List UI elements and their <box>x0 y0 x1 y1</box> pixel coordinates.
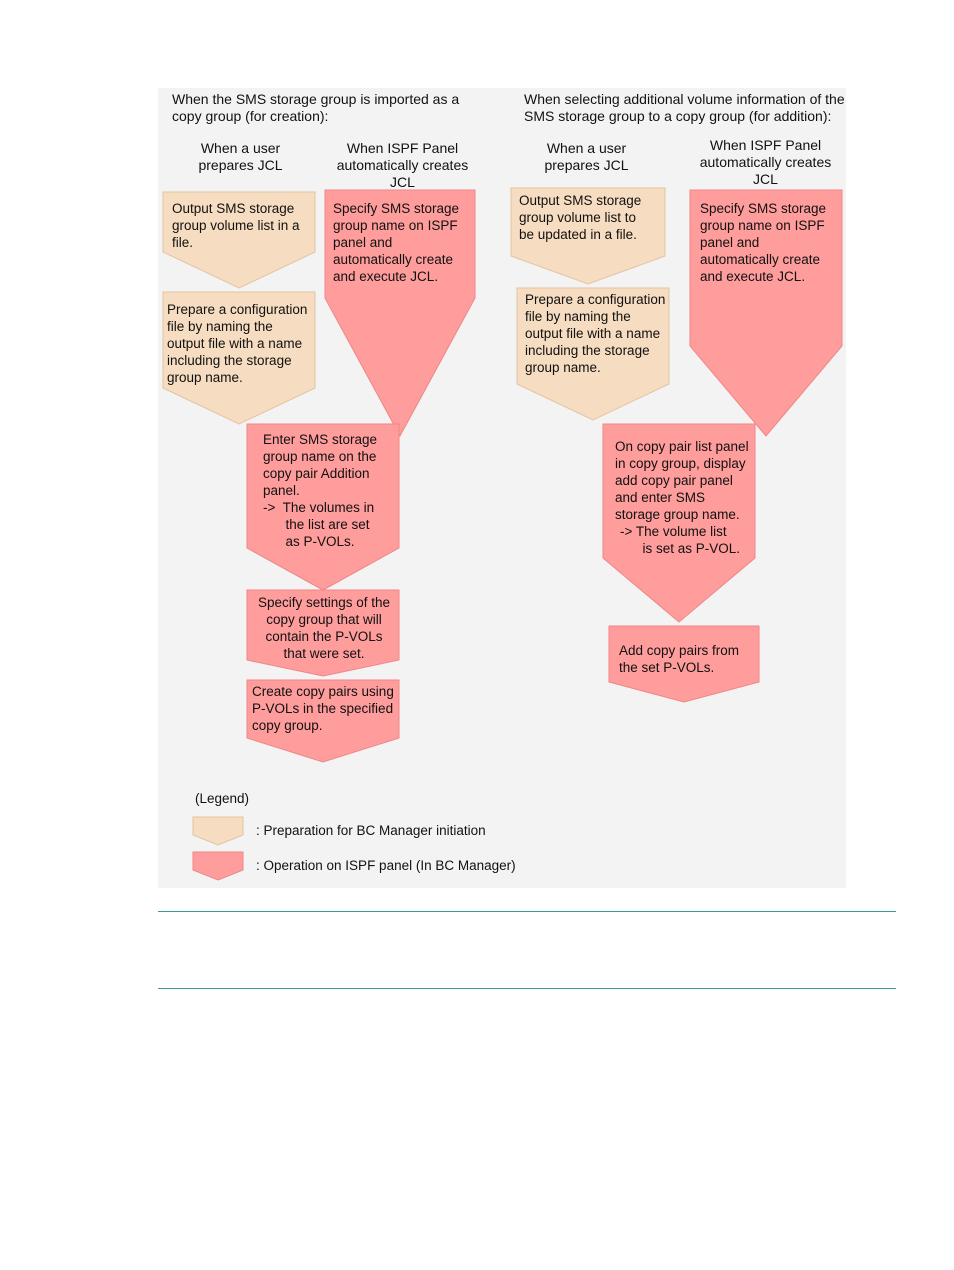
legend-operation-swatch <box>193 852 243 880</box>
right-ispf-step-text: Specify SMS storage group name on ISPF panel and automatically create and execute JCL. <box>700 201 827 284</box>
legend-operation-label: : Operation on ISPF panel (In BC Manager) <box>256 858 516 873</box>
right-user-column-heading: When a user prepares JCL <box>544 140 629 173</box>
legend-preparation-swatch <box>193 817 243 845</box>
right-section-heading: When selecting additional volume information of the SMS storage group to a copy group (for addition): <box>524 91 845 124</box>
left-enter-step-text: Enter SMS storage group name on the copy pair Addition panel. <box>263 432 378 498</box>
right-add-step-text: Add copy pairs from the set P-VOLs. <box>619 643 740 675</box>
left-enter-step-note: -> The volumes in the list are set as P-VOLs. <box>263 500 375 549</box>
legend-title: (Legend) <box>195 791 250 806</box>
left-prepare-step-text: Prepare a configuration file by naming the output file with a name including the storage group name. <box>167 302 308 385</box>
left-section-heading: When the SMS storage group is imported as a copy group (for creation): <box>172 91 460 124</box>
right-copy-pair-step-text: On copy pair list panel in copy group, display add copy pair panel and enter SMS storage group name. <box>615 439 749 522</box>
left-create-step-text: Create copy pairs using P-VOLs in the specified copy group. <box>252 684 394 733</box>
left-ispf-step-text: Specify SMS storage group name on ISPF panel and automatically create and execute JCL. <box>333 201 460 284</box>
top-divider-rule <box>158 911 896 912</box>
left-output-step-text: Output SMS storage group volume list in a file. <box>172 201 300 250</box>
bottom-divider-rule <box>158 988 896 989</box>
left-settings-step-text: Specify settings of the copy group that will contain the P-VOLs that were set. <box>257 595 391 661</box>
right-output-step-text: Output SMS storage group volume list to be updated in a file. <box>519 193 642 242</box>
left-ispf-column-heading: When ISPF Panel automatically creates JCL <box>336 140 469 190</box>
left-user-column-heading: When a user prepares JCL <box>198 140 283 173</box>
legend-preparation-label: : Preparation for BC Manager initiation <box>256 823 486 838</box>
right-prepare-step-text: Prepare a configuration file by naming the output file with a name including the storage group name. <box>525 292 666 375</box>
right-copy-pair-step-note: -> The volume list is set as P-VOL. <box>620 524 741 556</box>
right-ispf-column-heading: When ISPF Panel automatically creates JCL <box>699 137 832 187</box>
